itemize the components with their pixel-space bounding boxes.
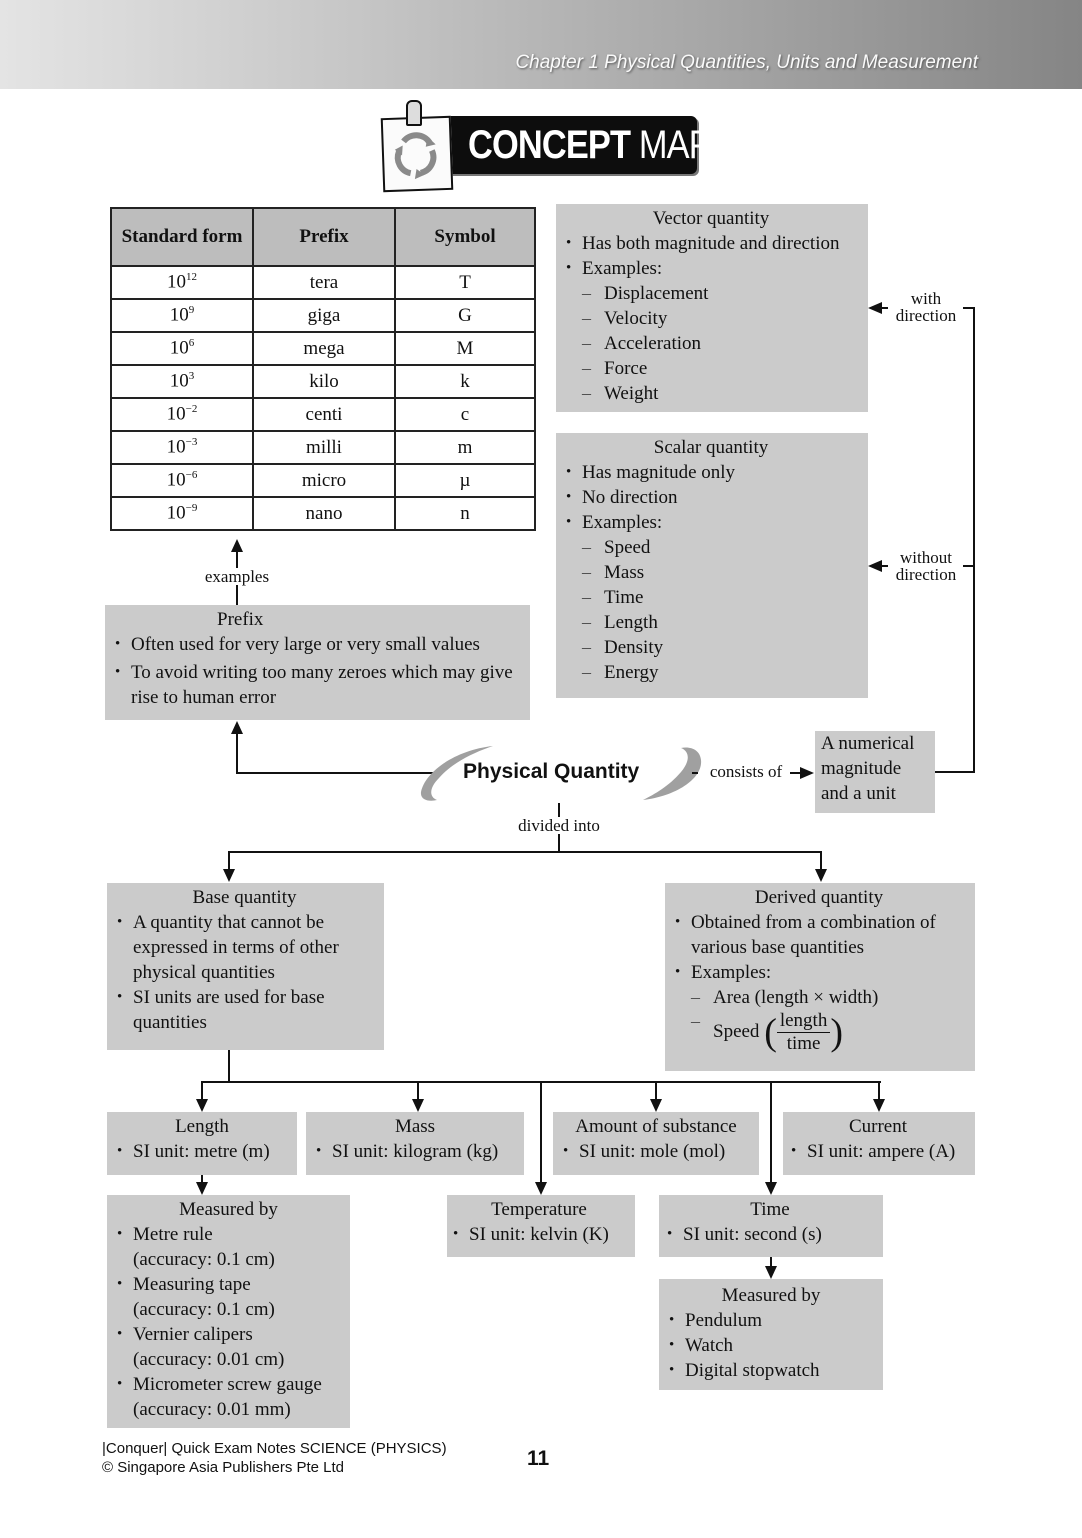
temperature-title: Temperature [491, 1199, 587, 1220]
base-quantity-bullet: • A quantity that cannot be expressed in terms of other physical quantities [111, 910, 378, 985]
prefix-cell: milli [253, 431, 395, 464]
amount-si-unit: • SI unit: mole (mol) [557, 1139, 755, 1164]
length-si-unit: • SI unit: metre (m) [111, 1139, 293, 1164]
amount-title: Amount of substance [575, 1116, 737, 1137]
prefix-box [105, 605, 530, 720]
length-measured-title: Measured by [179, 1199, 278, 1220]
current-si-unit: • SI unit: ampere (A) [785, 1139, 971, 1164]
connector-line [201, 1081, 203, 1101]
vector-example: – Displacement [560, 281, 862, 306]
scalar-quantity-box [556, 433, 868, 698]
arrow-down-icon [412, 1099, 424, 1112]
prefix-cell: kilo [253, 365, 395, 398]
scalar-title: Scalar quantity [653, 437, 769, 458]
time-si-unit: • SI unit: second (s) [661, 1222, 879, 1247]
chapter-header-band [0, 0, 1082, 89]
length-title: Length [175, 1116, 229, 1137]
temperature-box [447, 1195, 635, 1257]
scalar-bullet: • No direction [560, 485, 862, 510]
time-measured-title: Measured by [721, 1285, 821, 1306]
symbol-cell: µ [395, 464, 535, 497]
table-row [111, 398, 535, 431]
column-header-standard-form: Standard form [111, 208, 253, 266]
time-title: Time [750, 1199, 790, 1220]
footer-series: |Conquer| Quick Exam Notes SCIENCE (PHYSICS) [102, 1440, 447, 1457]
concept-map-banner [380, 100, 711, 190]
connector-line [963, 307, 974, 309]
scalar-bullet: • Examples: [560, 510, 862, 535]
arrow-down-icon [815, 869, 827, 882]
chapter-title: Chapter 1 Physical Quantities, Units and Measurement [515, 52, 978, 73]
measuring-instrument: • Metre rule (accuracy: 0.1 cm) [111, 1222, 346, 1272]
vector-quantity-box [556, 204, 868, 412]
connector-line [935, 771, 975, 773]
table-row [111, 497, 535, 530]
arrow-down-icon [196, 1099, 208, 1112]
symbol-cell: k [395, 365, 535, 398]
magnitude-line: and a unit [821, 783, 896, 804]
physical-quantity-title: Physical Quantity [463, 760, 640, 783]
time-box [659, 1195, 883, 1257]
page-number: 11 [527, 1447, 550, 1470]
symbol-cell: n [395, 497, 535, 530]
current-box [783, 1112, 975, 1175]
derived-example-speed: – Speed ( $\frac{\text{length}}{\text{time}}$ ) [669, 1010, 969, 1055]
scalar-example: – Mass [560, 560, 862, 585]
arrow-down-icon [223, 869, 235, 882]
connector-line [963, 565, 974, 567]
standard-form-cell: $10^6$ [111, 332, 253, 365]
symbol-cell: M [395, 332, 535, 365]
standard-form-cell: $10^{-3}$ [111, 431, 253, 464]
prefix-cell: giga [253, 299, 395, 332]
scalar-example: – Time [560, 585, 862, 610]
amount-of-substance-box [553, 1112, 759, 1175]
with-direction-label: with direction [895, 289, 957, 325]
arrow-down-icon [535, 1182, 547, 1195]
mass-box [306, 1112, 524, 1175]
connector-line [228, 1050, 230, 1083]
prefix-cell: tera [253, 266, 395, 299]
connector-line [655, 1081, 657, 1101]
prefix-cell: centi [253, 398, 395, 431]
arrow-down-icon [650, 1099, 662, 1112]
vector-example: – Velocity [560, 306, 862, 331]
connector-line [973, 307, 975, 773]
table-row [111, 464, 535, 497]
symbol-cell: c [395, 398, 535, 431]
temperature-si-unit: • SI unit: kelvin (K) [447, 1222, 631, 1247]
timing-instrument: • Watch [663, 1333, 879, 1358]
time-measured-by-box [659, 1279, 883, 1390]
connector-line [228, 851, 230, 871]
current-title: Current [848, 1116, 908, 1137]
symbol-cell: T [395, 266, 535, 299]
vector-bullet: • Examples: [560, 256, 862, 281]
vector-example: – Weight [560, 381, 862, 406]
consists-of-label: consists of [703, 763, 789, 780]
connector-line [692, 772, 698, 774]
length-box [107, 1112, 297, 1175]
base-quantity-title: Base quantity [192, 887, 297, 908]
symbol-cell: G [395, 299, 535, 332]
measuring-instrument: • Micrometer screw gauge (accuracy: 0.01 mm) [111, 1372, 346, 1422]
derived-quantity-title: Derived quantity [754, 887, 884, 908]
connector-line [820, 851, 822, 871]
examples-label: examples [197, 568, 277, 585]
prefix-title: Prefix [217, 609, 264, 630]
arrow-down-icon [765, 1182, 777, 1195]
arrow-down-icon [873, 1099, 885, 1112]
scalar-example: – Length [560, 610, 862, 635]
symbol-cell: m [395, 431, 535, 464]
timing-instrument: • Pendulum [663, 1308, 879, 1333]
vector-title: Vector quantity [652, 208, 770, 229]
connector-line [417, 1081, 419, 1101]
derived-quantity-box [665, 883, 975, 1071]
connector-line [770, 1081, 772, 1184]
standard-form-cell: $10^9$ [111, 299, 253, 332]
base-quantity-box [107, 883, 384, 1050]
clipboard-icon [381, 116, 454, 192]
arrow-right-icon [800, 767, 814, 779]
connector-line [228, 851, 822, 853]
prefix-cell: mega [253, 332, 395, 365]
footer-publication [102, 1439, 447, 1477]
prefix-bullet: • To avoid writing too many zeroes which may give rise to human error [109, 660, 522, 710]
base-quantity-bullet: • SI units are used for base quantities [111, 985, 378, 1035]
scalar-bullet: • Has magnitude only [560, 460, 862, 485]
column-header-symbol: Symbol [395, 208, 535, 266]
divided-into-label: divided into [509, 817, 609, 834]
measuring-instrument: • Vernier calipers (accuracy: 0.01 cm) [111, 1322, 346, 1372]
mass-title: Mass [394, 1116, 436, 1137]
physical-quantity-node [415, 742, 705, 804]
banner-title-light: MAP [630, 123, 711, 167]
vector-example: – Acceleration [560, 331, 862, 356]
standard-form-cell: $10^{-9}$ [111, 497, 253, 530]
connector-line [880, 307, 888, 309]
arrow-down-icon [196, 1182, 208, 1195]
prefix-table [110, 207, 536, 531]
table-row [111, 365, 535, 398]
scalar-example: – Speed [560, 535, 862, 560]
connector-line [878, 1081, 880, 1101]
prefix-cell: nano [253, 497, 395, 530]
scalar-example: – Energy [560, 660, 862, 685]
standard-form-cell: $10^{-2}$ [111, 398, 253, 431]
without-direction-label: without direction [895, 548, 957, 584]
connector-line [236, 772, 436, 774]
table-row [111, 299, 535, 332]
mass-si-unit: • SI unit: kilogram (kg) [310, 1139, 520, 1164]
table-row [111, 332, 535, 365]
vector-example: – Force [560, 356, 862, 381]
speed-fraction: $\frac{\text{length}}{\text{time}}$ [777, 1010, 831, 1055]
binder-clip-icon [406, 100, 422, 126]
banner-title [468, 122, 711, 168]
length-measured-by-box [107, 1195, 350, 1428]
connector-line [236, 732, 238, 774]
magnitude-line: magnitude [821, 758, 902, 779]
magnitude-line: A numerical [821, 733, 915, 754]
table-header-row [111, 208, 535, 266]
banner-title-bold: CONCEPT [468, 123, 631, 167]
derived-quantity-bullet: • Obtained from a combination of various base quantities [669, 910, 969, 960]
measuring-instrument: • Measuring tape (accuracy: 0.1 cm) [111, 1272, 346, 1322]
prefix-bullet: • Often used for very large or very small values [109, 632, 522, 657]
derived-quantity-bullet: • Examples: [669, 960, 969, 985]
standard-form-cell: $10^{12}$ [111, 266, 253, 299]
standard-form-cell: $10^3$ [111, 365, 253, 398]
arrow-down-icon [765, 1266, 777, 1279]
timing-instrument: • Digital stopwatch [663, 1358, 879, 1383]
scalar-example: – Density [560, 635, 862, 660]
magnitude-unit-box [815, 731, 935, 813]
column-header-prefix: Prefix [253, 208, 395, 266]
table-row [111, 431, 535, 464]
connector-line [540, 1081, 542, 1184]
table-row [111, 266, 535, 299]
vector-bullet: • Has both magnitude and direction [560, 231, 862, 256]
prefix-cell: micro [253, 464, 395, 497]
footer-copyright: © Singapore Asia Publishers Pte Ltd [102, 1459, 345, 1476]
derived-example-area: – Area (length × width) [669, 985, 969, 1010]
connector-line [880, 565, 888, 567]
standard-form-cell: $10^{-6}$ [111, 464, 253, 497]
